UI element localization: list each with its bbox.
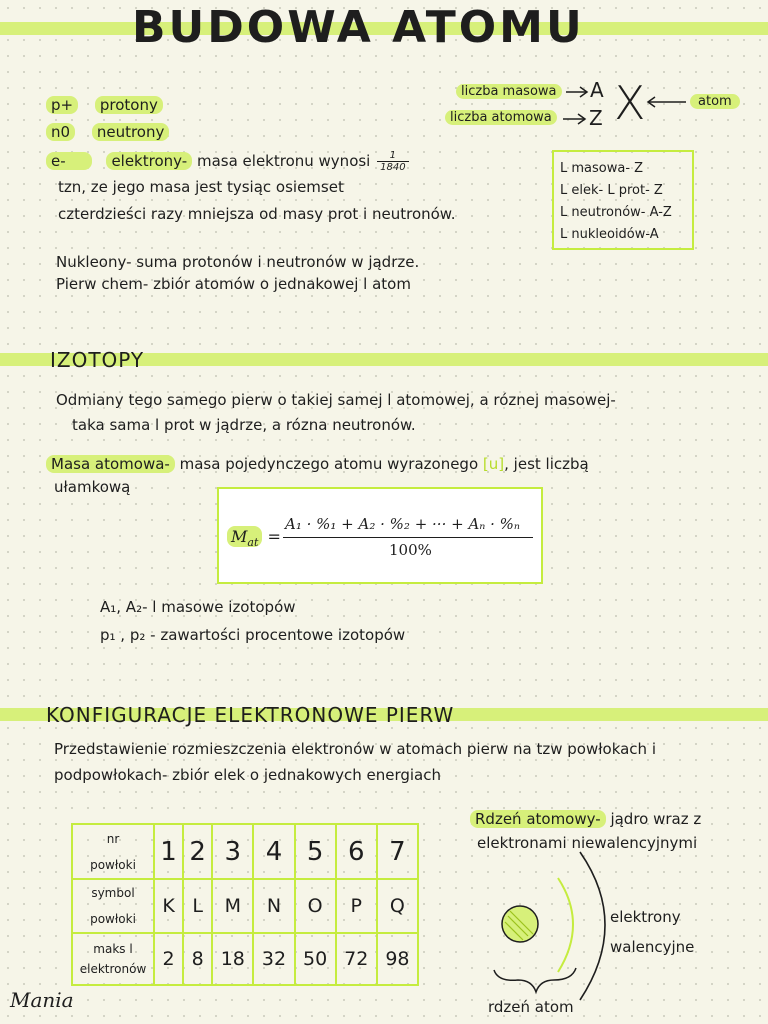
electron-symbol: e-: [46, 152, 92, 170]
proton-name: protony: [95, 96, 163, 114]
table-cell: N: [253, 879, 294, 933]
core-label: rdzeń atom: [488, 998, 574, 1016]
neutron-name: neutrony: [92, 123, 170, 141]
legend-line-1: [100, 598, 296, 616]
core-definition-2: elektronami niewalencyjnymi: [477, 834, 698, 852]
table-cell: 3: [212, 824, 253, 879]
neutron-symbol: n0: [46, 123, 75, 141]
atomic-mass-text: masa pojedynczego atomu wyrazonego: [179, 455, 479, 473]
mass-number-symbol: A: [590, 78, 604, 102]
row-header-max: maks l elektronów: [72, 933, 154, 985]
electron-line-1: tzn, ze jego masa jest tysiąc osiemset: [58, 178, 344, 196]
atomic-mass-rest: , jest liczbą: [504, 455, 589, 473]
valence-label-1: elektrony: [610, 908, 681, 926]
configuration-heading: KONFIGURACJE ELEKTRONOWE PIERW: [46, 703, 455, 727]
fraction-denominator: 1840: [380, 162, 406, 173]
table-cell: 1: [154, 824, 183, 879]
formula-fraction-bar: [283, 537, 533, 538]
isotopes-definition-1: Odmiany tego samego pierw o takiej samej l atomowej, a róznej masowej-: [56, 391, 616, 409]
page-title: BUDOWA ATOMU: [132, 2, 585, 53]
table-cell: 32: [253, 933, 294, 985]
table-cell: O: [295, 879, 336, 933]
table-cell: M: [212, 879, 253, 933]
electron-mass-fraction: [377, 150, 408, 173]
core-definition: [470, 810, 701, 828]
count-line-1: L masowa- Z: [560, 161, 644, 176]
table-cell: Q: [377, 879, 418, 933]
atom-core-diagram: [480, 850, 620, 1020]
electron-name: elektrony-: [106, 152, 192, 170]
legend-symbols-1: A₁, A₂: [100, 598, 143, 616]
configuration-definition-2: podpowłokach- zbiór elek o jednakowych energiach: [54, 766, 441, 784]
row-header-number: nr powłoki: [72, 824, 154, 879]
counts-box: [552, 150, 694, 250]
isotopes-definition-2: taka sama l prot w jądrze, a rózna neutronów.: [72, 416, 416, 434]
fraction-numerator: 1: [377, 150, 408, 162]
nucleons-line: Nukleony- suma protonów i neutronów w jądrze.: [56, 253, 420, 271]
unit-label: [u]: [482, 455, 505, 473]
table-cell: 98: [377, 933, 418, 985]
count-line-2: L elek- L prot- Z: [560, 183, 663, 198]
legend-text-2: - zawartości procentowe izotopów: [145, 626, 406, 644]
element-symbol: X: [614, 76, 646, 130]
core-term: Rdzeń atomowy-: [470, 810, 606, 828]
table-cell: P: [336, 879, 377, 933]
atomic-mass-line: [46, 455, 589, 473]
table-cell: 18: [212, 933, 253, 985]
legend-symbols-2: p₁ , p₂: [100, 626, 146, 644]
atomic-mass-line-2: ułamkową: [54, 478, 131, 496]
particle-proton: [46, 96, 163, 114]
table-cell: K: [154, 879, 183, 933]
formula-box: [217, 487, 543, 584]
signature: Mania: [10, 988, 74, 1012]
formula-denominator: 100%: [389, 541, 432, 559]
table-cell: 72: [336, 933, 377, 985]
row-header-symbol: symbol powłoki: [72, 879, 154, 933]
formula-numerator: A₁ · %₁ + A₂ · %₂ + ··· + Aₙ · %ₙ: [285, 515, 520, 533]
legend-line-2: [100, 626, 405, 644]
count-line-4: L nukleoidów-A: [560, 227, 659, 242]
atomic-mass-term: Masa atomowa-: [46, 455, 175, 473]
isotopes-heading: IZOTOPY: [50, 348, 145, 372]
valence-label-2: walencyjne: [610, 938, 695, 956]
proton-symbol: p+: [46, 96, 78, 114]
table-cell: 7: [377, 824, 418, 879]
count-line-3: L neutronów- A-Z: [560, 205, 672, 220]
table-row: [72, 933, 418, 985]
particle-neutron: [46, 123, 169, 141]
atom-label: atom: [690, 94, 740, 109]
configuration-definition-1: Przedstawienie rozmieszczenia elektronów w atomach pierw na tzw powłokach i: [54, 740, 656, 758]
particle-electron: [46, 150, 409, 173]
table-cell: 6: [336, 824, 377, 879]
table-cell: 4: [253, 824, 294, 879]
table-cell: 50: [295, 933, 336, 985]
table-cell: 2: [154, 933, 183, 985]
mass-number-label: liczba masowa: [456, 84, 562, 99]
element-line: Pierw chem- zbiór atomów o jednakowej l atom: [56, 275, 411, 293]
electron-mass-text: masa elektronu wynosi: [196, 152, 371, 170]
table-cell: 8: [183, 933, 212, 985]
legend-text-1: - l masowe izotopów: [142, 598, 296, 616]
atomic-number-symbol: Z: [589, 106, 603, 130]
table-cell: 5: [295, 824, 336, 879]
table-cell: 2: [183, 824, 212, 879]
table-row: [72, 879, 418, 933]
formula-lhs: $M_{at}$ =: [227, 527, 281, 549]
shell-table: [71, 823, 419, 986]
core-text: jądro wraz z: [610, 810, 702, 828]
table-cell: L: [183, 879, 212, 933]
atomic-number-label: liczba atomowa: [445, 110, 557, 125]
table-row: [72, 824, 418, 879]
electron-line-2: czterdzieści razy mniejsza od masy prot i neutronów.: [58, 205, 456, 223]
